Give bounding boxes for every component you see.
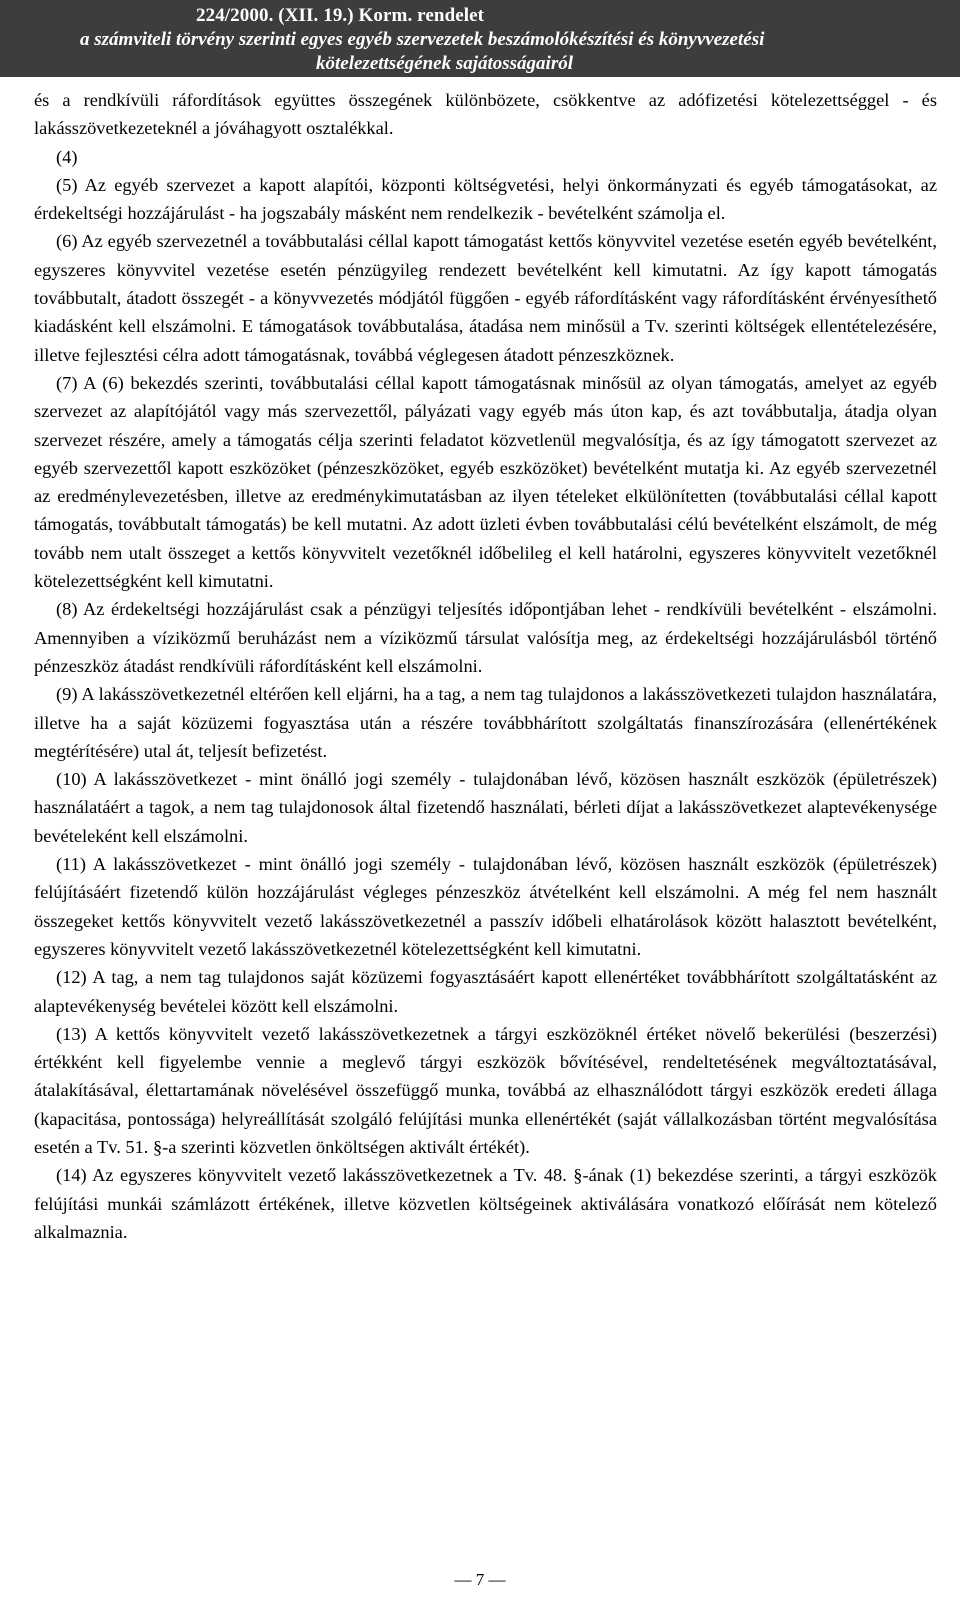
header-subtitle-cont: kötelezettségének sajátosságairól	[316, 53, 574, 74]
paragraph-8: (8) Az érdekeltségi hozzájárulást csak a pénzügyi teljesítés időpontjában lehet - rendkívüli bevételként - elszámolni. Amennyiben a víziközmű beruházást nem a víziközmű társulat valósítja meg, az érdekeltségi hozzájárulásból történő pénzeszköz átadást rendkívüli ráfordításként kell elszámolni.	[34, 599, 937, 676]
paragraph-12: (12) A tag, a nem tag tulajdonos saját közüzemi fogyasztásáért kapott ellenértéket továbbhárított szolgáltatásként az alaptevékenység bevételei között kell elszámolni.	[34, 967, 937, 1016]
paragraph-6: (6) Az egyéb szervezetnél a továbbutalási céllal kapott támogatást kettős könyvvitel vezetése esetén egyéb bevételként, egyszeres könyvvitel vezetése esetén pénzügyileg rendezett bevételként kell kimutatni. Az így kapott támogatás továbbutalt, átadott összegét - a könyvvezetés módjától függően - egyéb ráfordításként vagy ráfordításként érvényesíthető kiadásként kell elszámolni. E támogatások továbbutalása, átadása nem minősül a Tv. szerinti költségek ellentételezésére, illetve fejlesztési célra adott támogatásnak, továbbá véglegesen átadott pénzeszköznek.	[34, 231, 937, 365]
paragraph-11: (11) A lakásszövetkezet - mint önálló jogi személy - tulajdonában lévő, közösen használt eszközök (épületrészek) felújításáért fizetendő külön hozzájárulást végleges pénzeszköz átvételként kell elszámolni. A még fel nem használt összegeket kettős könyvvitelt vezető lakásszövetkezetnél a passzív időbeli elhatárolások között halasztott bevételként, egyszeres könyvvitelt vezető lakásszövetkezetnél kötelezettségként kell kimutatni.	[34, 854, 937, 959]
document-body	[34, 86, 937, 1246]
paragraph-13: (13) A kettős könyvvitelt vezető lakásszövetkezetnek a tárgyi eszközöknél értéket növelő bekerülési (beszerzési) értékként kell figyelembe vennie a meglevő tárgyi eszközök bővítésével, rendeltetésének megváltoztatásával, átalakításával, élettartamának növelésével összefüggő munka, továbbá az elhasználódott tárgyi eszközök eredeti állaga (kapacitása, pontossága) helyreállítását szolgáló felújítási munka ellenértékét (saját vállalkozásban történt megvalósítása esetén a Tv. 51. §-a szerinti közvetlen önköltségen aktivált értékét).	[34, 1023, 937, 1157]
paragraph-continuation: és a rendkívüli ráfordítások együttes összegének különbözete, csökkentve az adófizetési kötelezettséggel - és lakásszövetkezeteknél a jóváhagyott osztalékkal.	[34, 90, 937, 139]
paragraph-9: (9) A lakásszövetkezetnél eltérően kell eljárni, ha a tag, a nem tag tulajdonos a lakásszövetkezeti tulajdon használatára, illetve ha a saját közüzemi fogyasztása után a részére továbbhárított szolgáltatás finanszírozására (ellenértékének megtérítésére) utal át, teljesít befizetést.	[34, 684, 937, 761]
page-number: — 7 —	[454, 1570, 506, 1589]
paragraph-4: (4)	[56, 146, 78, 167]
header-subtitle: a számviteli törvény szerinti egyes egyéb szervezetek beszámolókészítési és könyvvezetési	[80, 29, 765, 50]
paragraph-14: (14) Az egyszeres könyvvitelt vezető lakásszövetkezetnek a Tv. 48. §-ának (1) bekezdése szerinti, a tárgyi eszközök felújítási munkái számlázott értékének, illetve közvetlen költségeinek aktiválására vonatkozó előírását nem kötelező alkalmaznia.	[34, 1165, 937, 1242]
paragraph-7: (7) A (6) bekezdés szerinti, továbbutalási céllal kapott támogatásnak minősül az olyan támogatás, amelyet az egyéb szervezet az alapítójától vagy más szervezettől, pályázati vagy egyéb más úton kap, és azt továbbutalja, átadja olyan szervezet részére, amely a támogatás célja szerinti feladatot közvetlenül megvalósítja, és az így támogatott szervezet az egyéb szervezettől kapott eszközöket (pénzeszközöket, egyéb eszközöket) bevételként mutatja ki. Az egyéb szervezetnél az eredménylevezetésben, illetve az eredménykimutatásban az ilyen tételeket elkülönítetten (továbbutalási céllal kapott támogatás, továbbutalt támogatás) be kell mutatni. Az adott üzleti évben továbbutalási célú bevételként elszámolt, de még tovább nem utalt összeget a kettős könyvvitelt vezetőknél időbelileg el kell határolni, egyszeres könyvvitelt vezetőknél kötelezettségként kell kimutatni.	[34, 372, 937, 592]
paragraph-5: (5) Az egyéb szervezet a kapott alapítói, központi költségvetési, helyi önkormányzati és egyéb támogatásokat, az érdekeltségi hozzájárulást - ha jogszabály másként nem rendelkezik - bevételként számolja el.	[34, 174, 937, 224]
document-header	[0, 0, 960, 77]
header-title: 224/2000. (XII. 19.) Korm. rendelet	[196, 5, 485, 26]
paragraph-10: (10) A lakásszövetkezet - mint önálló jogi személy - tulajdonában lévő, közösen használt eszközök (épületrészek) használatáért a tagok, a nem tag tulajdonosok által fizetendő használati, bérleti díjat a lakásszövetkezet alaptevékenysége bevételeként kell elszámolni.	[34, 769, 937, 846]
